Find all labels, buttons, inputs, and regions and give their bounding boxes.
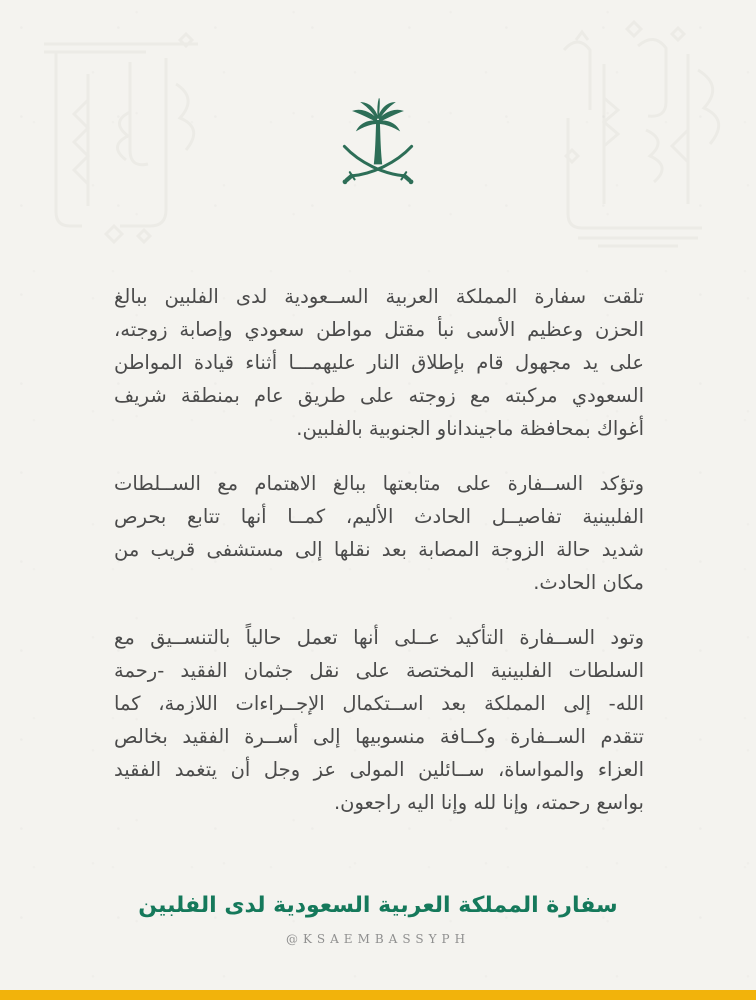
paragraph [114, 280, 644, 445]
statement-body [114, 280, 644, 819]
text-line: على يد مجهول قام بإطلاق النار عليهمـــا أثناء قيادة المواطن [114, 351, 644, 374]
text-line: وتؤكد الســفارة على متابعتها ببالغ الاهتمام مع الســلطات [114, 472, 644, 495]
paragraph [114, 621, 644, 819]
text-line: تتقدم الســفارة وكــافة منسوبيها إلى أســرة الفقيد بخالص [114, 725, 644, 748]
text-line: الفلبينية تفاصيــل الحادث الأليم، كمــا أنها تتابع بحرص [114, 505, 644, 528]
text-line: الحزن وعظيم الأسى نبأ مقتل مواطن سعودي وإصابة زوجته، [114, 318, 644, 341]
text-line: أغواك بمحافظة ماجينداناو الجنوبية بالفلبين. [296, 417, 644, 440]
text-line: مكان الحادث. [533, 571, 644, 594]
paragraph [114, 467, 644, 599]
saudi-emblem-palm-and-swords-icon [342, 90, 414, 192]
text-line: الله- إلى المملكة بعد اســتكمال الإجــراءات اللازمة، كما [114, 692, 644, 715]
calligraphy-watermark-right [538, 10, 738, 260]
calligraphy-watermark-left [26, 16, 216, 256]
text-line: وتود الســفارة التأكيد عــلى أنها تعمل حالياً بالتنســيق مع [114, 626, 644, 649]
text-line: السعودي مركبته مع زوجته على طريق عام بمنطقة شريف [114, 384, 644, 407]
social-handle: @KSAEMBASSYPH [285, 932, 471, 946]
bottom-accent-bar [0, 990, 756, 1000]
text-line: السلطات الفلبينية المختصة على نقل جثمان الفقيد -رحمة [114, 659, 644, 682]
text-line: تلقت سفارة المملكة العربية الســعودية لدى الفلبين ببالغ [114, 285, 644, 308]
text-line: العزاء والمواساة، ســائلين المولى عز وجل أن يتغمد الفقيد [114, 758, 644, 781]
embassy-signature: سفارة المملكة العربية السعودية لدى الفلبين [138, 893, 618, 918]
text-line: شديد حالة الزوجة المصابة بعد نقلها إلى مستشفى قريب من [114, 538, 644, 561]
text-line: بواسع رحمته، وإنا لله وإنا اليه راجعون. [333, 791, 644, 814]
